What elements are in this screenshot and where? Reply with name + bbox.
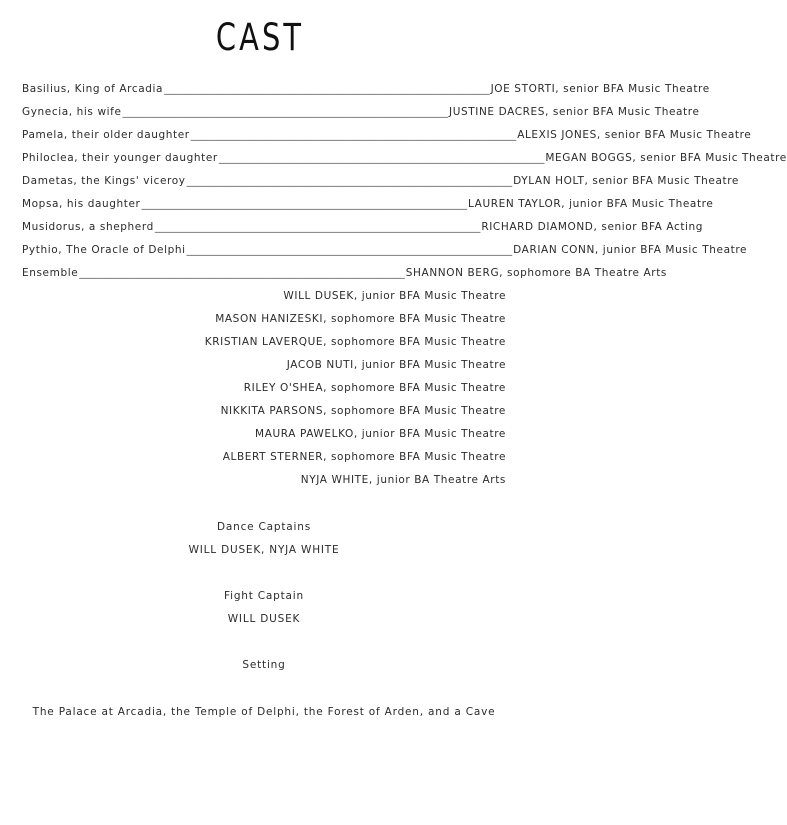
ensemble-member [22, 382, 506, 405]
dotted-leader: ______________________________________________________________ [186, 175, 513, 187]
cast-entry [22, 129, 752, 152]
dance-captains-heading: Dance Captains [217, 521, 311, 533]
actor-credit: LAUREN TAYLOR, junior BFA Music Theatre [467, 198, 714, 210]
ensemble-member [22, 313, 506, 336]
cast-entry [22, 244, 748, 267]
ensemble-member [22, 405, 506, 428]
setting-text: The Palace at Arcadia, the Temple of Delphi, the Forest of Arden, and a Cave [32, 706, 496, 718]
actor-credit: MEGAN BOGGS, senior BFA Music Theatre [545, 152, 787, 164]
role-name: Basilius, King of Arcadia [22, 83, 164, 95]
role-name: Pamela, their older daughter [22, 129, 190, 141]
ensemble-member [22, 451, 506, 474]
dotted-leader: ______________________________________________________________ [164, 83, 490, 95]
cast-entry [22, 152, 787, 175]
role-name: Philoclea, their younger daughter [22, 152, 218, 164]
fight-captain-names: WILL DUSEK [227, 613, 301, 625]
cast-entry [22, 83, 710, 106]
dotted-leader: ______________________________________________________________ [141, 198, 467, 210]
role-name: Mopsa, his daughter [22, 198, 141, 210]
actor-credit: JACOB NUTI, junior BFA Music Theatre [286, 359, 506, 371]
dance-captains-names: WILL DUSEK, NYJA WHITE [188, 544, 340, 556]
role-name: Pythio, The Oracle of Delphi [22, 244, 186, 256]
cast-entry [22, 267, 667, 290]
role-name: Gynecia, his wife [22, 106, 122, 118]
actor-credit: ALEXIS JONES, senior BFA Music Theatre [517, 129, 752, 141]
ensemble-member [22, 336, 506, 359]
actor-credit: RILEY O'SHEA, sophomore BFA Music Theatre [243, 382, 506, 394]
dotted-leader: ______________________________________________________________ [190, 129, 517, 141]
role-name: Ensemble [22, 267, 79, 279]
cast-list [22, 83, 787, 497]
role-name: Musidorus, a shepherd [22, 221, 154, 233]
actor-credit: JUSTINE DACRES, senior BFA Music Theatre [449, 106, 700, 118]
dotted-leader: ______________________________________________________________ [186, 244, 513, 256]
actor-credit: DYLAN HOLT, senior BFA Music Theatre [513, 175, 739, 187]
cast-entry [22, 106, 700, 129]
actor-credit: MASON HANIZESKI, sophomore BFA Music Theatre [215, 313, 506, 325]
setting-heading: Setting [242, 659, 286, 671]
actor-credit: ALBERT STERNER, sophomore BFA Music Theatre [222, 451, 506, 463]
page-title: CAST [215, 16, 305, 59]
actor-credit: WILL DUSEK, junior BFA Music Theatre [283, 290, 506, 302]
actor-credit: RICHARD DIAMOND, senior BFA Acting [481, 221, 704, 233]
role-name: Dametas, the Kings' viceroy [22, 175, 186, 187]
dotted-leader: ______________________________________________________________ [218, 152, 545, 164]
actor-credit: KRISTIAN LAVERQUE, sophomore BFA Music Theatre [204, 336, 506, 348]
actor-credit: NIKKITA PARSONS, sophomore BFA Music Theatre [220, 405, 506, 417]
actor-credit: NYJA WHITE, junior BA Theatre Arts [300, 474, 506, 486]
dotted-leader: ______________________________________________________________ [79, 267, 405, 279]
actor-credit: DARIAN CONN, junior BFA Music Theatre [513, 244, 748, 256]
ensemble-member [22, 359, 506, 382]
actor-credit: MAURA PAWELKO, junior BFA Music Theatre [255, 428, 506, 440]
cast-entry [22, 198, 714, 221]
actor-credit: SHANNON BERG, sophomore BA Theatre Arts [405, 267, 667, 279]
cast-entry [22, 221, 704, 244]
cast-entry [22, 175, 739, 198]
ensemble-member [22, 474, 506, 497]
ensemble-member [22, 290, 506, 313]
dotted-leader: ______________________________________________________________ [122, 106, 449, 118]
dotted-leader: ______________________________________________________________ [154, 221, 481, 233]
ensemble-member [22, 428, 506, 451]
actor-credit: JOE STORTI, senior BFA Music Theatre [490, 83, 710, 95]
fight-captain-heading: Fight Captain [224, 590, 304, 602]
